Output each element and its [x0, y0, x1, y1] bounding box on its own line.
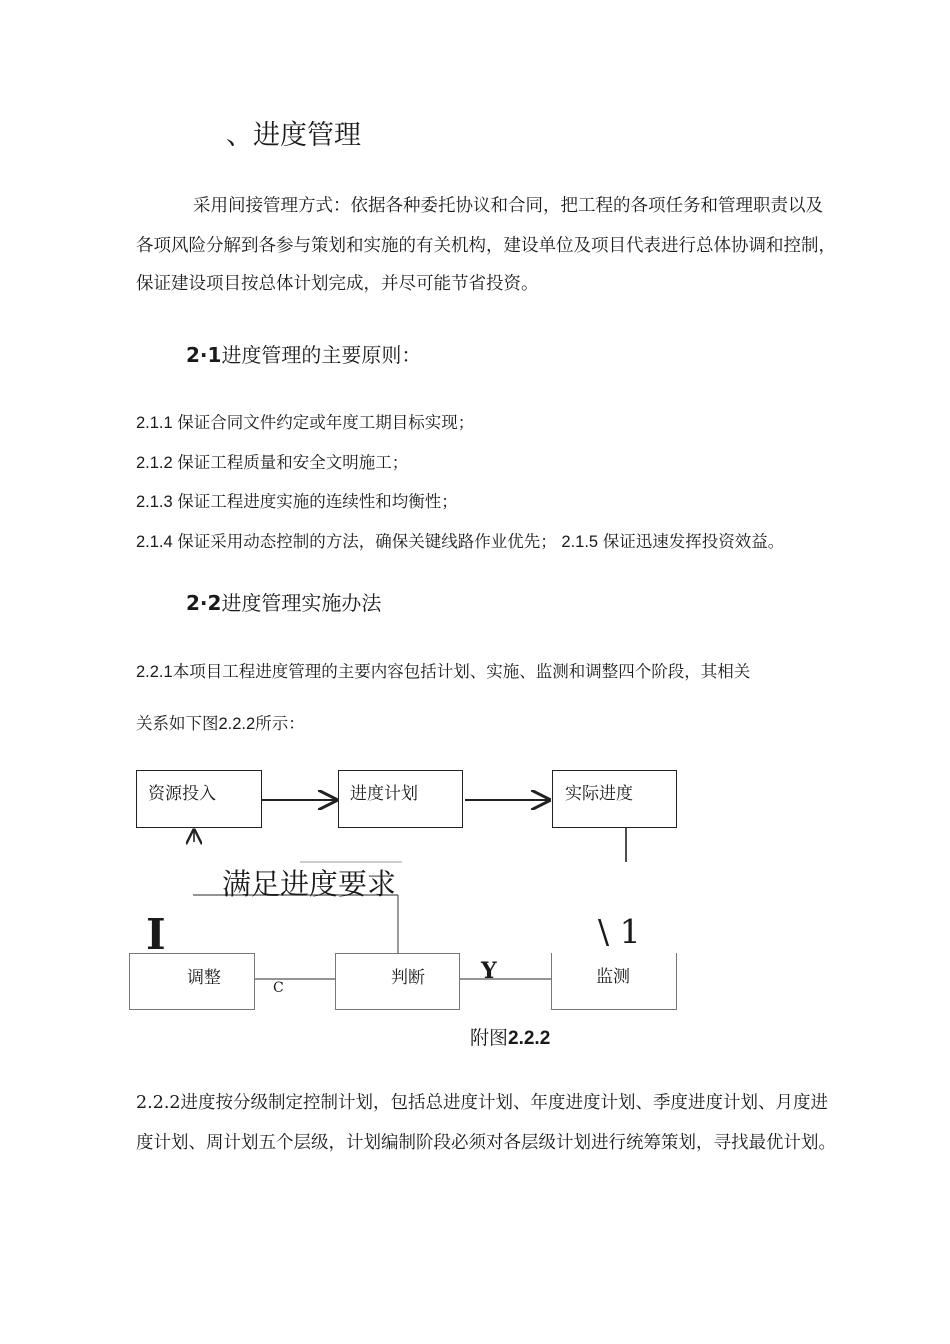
intro-line-3: 保证建设项目按总体计划完成，并尽可能节省投资。 — [136, 274, 539, 294]
paragraph-2-2-2-line-1: 2.2.2进度按分级制定控制计划，包括总进度计划、年度进度计划、季度进度计划、月度进 — [136, 1093, 829, 1113]
box-judge — [335, 953, 460, 1010]
box-label: 判断 — [391, 968, 425, 988]
figure-reference: 2.2.2 — [218, 715, 256, 733]
paragraph-2-2-2-line-2: 度计划、周计划五个层级，计划编制阶段必须对各层级计划进行统筹策划，寻找最优计划。 — [136, 1133, 836, 1153]
box-label: 实际进度 — [565, 784, 633, 804]
y-mark: Y — [481, 958, 497, 984]
item-number: 2.1.1 — [136, 414, 173, 432]
item-text: 保证工程进度实施的连续性和均衡性； — [177, 492, 458, 511]
subheading-number: 2·2 — [186, 591, 222, 615]
caption-prefix: 附图 — [470, 1027, 509, 1049]
left-bar-mark: I — [146, 910, 166, 959]
box-label: 调整 — [187, 968, 221, 988]
item-number: 2.2.1 — [136, 663, 173, 681]
item-number: 2.1.2 — [136, 454, 173, 472]
subheading-title: 进度管理实施办法 — [221, 591, 382, 615]
item-number: 2.1.3 — [136, 493, 173, 511]
meet-requirement-label: 满足进度要求 — [222, 867, 397, 901]
item-number: 2.1.5 — [561, 533, 599, 551]
box-label: 监测 — [596, 967, 630, 987]
item-text: 所示： — [255, 714, 305, 733]
backslash-one-mark: \ 1 — [598, 912, 641, 951]
box-monitor — [551, 953, 677, 1010]
box-adjust — [129, 953, 255, 1010]
box-label: 资源投入 — [148, 784, 216, 804]
c-mark: C — [273, 980, 284, 996]
item-text: 关系如下图 — [136, 714, 219, 733]
item-text: 保证采用动态控制的方法，确保关键线路作业优先； — [177, 532, 557, 551]
item-text: 保证合同文件约定或年度工期目标实现； — [177, 413, 475, 432]
item-text: 保证工程质量和安全文明施工； — [177, 453, 409, 472]
item-text: 本项目工程进度管理的主要内容包括计划、实施、监测和调整四个阶段，其相关 — [172, 662, 751, 681]
caption-number: 2.2.2 — [508, 1028, 551, 1049]
intro-line-1: 采用间接管理方式：依据各种委托协议和合同，把工程的各项任务和管理职责以及 — [193, 196, 823, 216]
subheading-number: 2·1 — [186, 343, 222, 367]
figure-caption — [470, 1023, 550, 1050]
item-text: 保证迅速发挥投资效益。 — [602, 532, 785, 551]
item-number: 2.1.4 — [136, 533, 173, 551]
box-label: 进度计划 — [350, 784, 418, 804]
subheading-title: 进度管理的主要原则： — [221, 343, 422, 367]
section-heading: 、进度管理 — [226, 120, 361, 151]
intro-line-2: 各项风险分解到各参与策划和实施的有关机构，建设单位及项目代表进行总体协调和控制， — [136, 236, 836, 256]
